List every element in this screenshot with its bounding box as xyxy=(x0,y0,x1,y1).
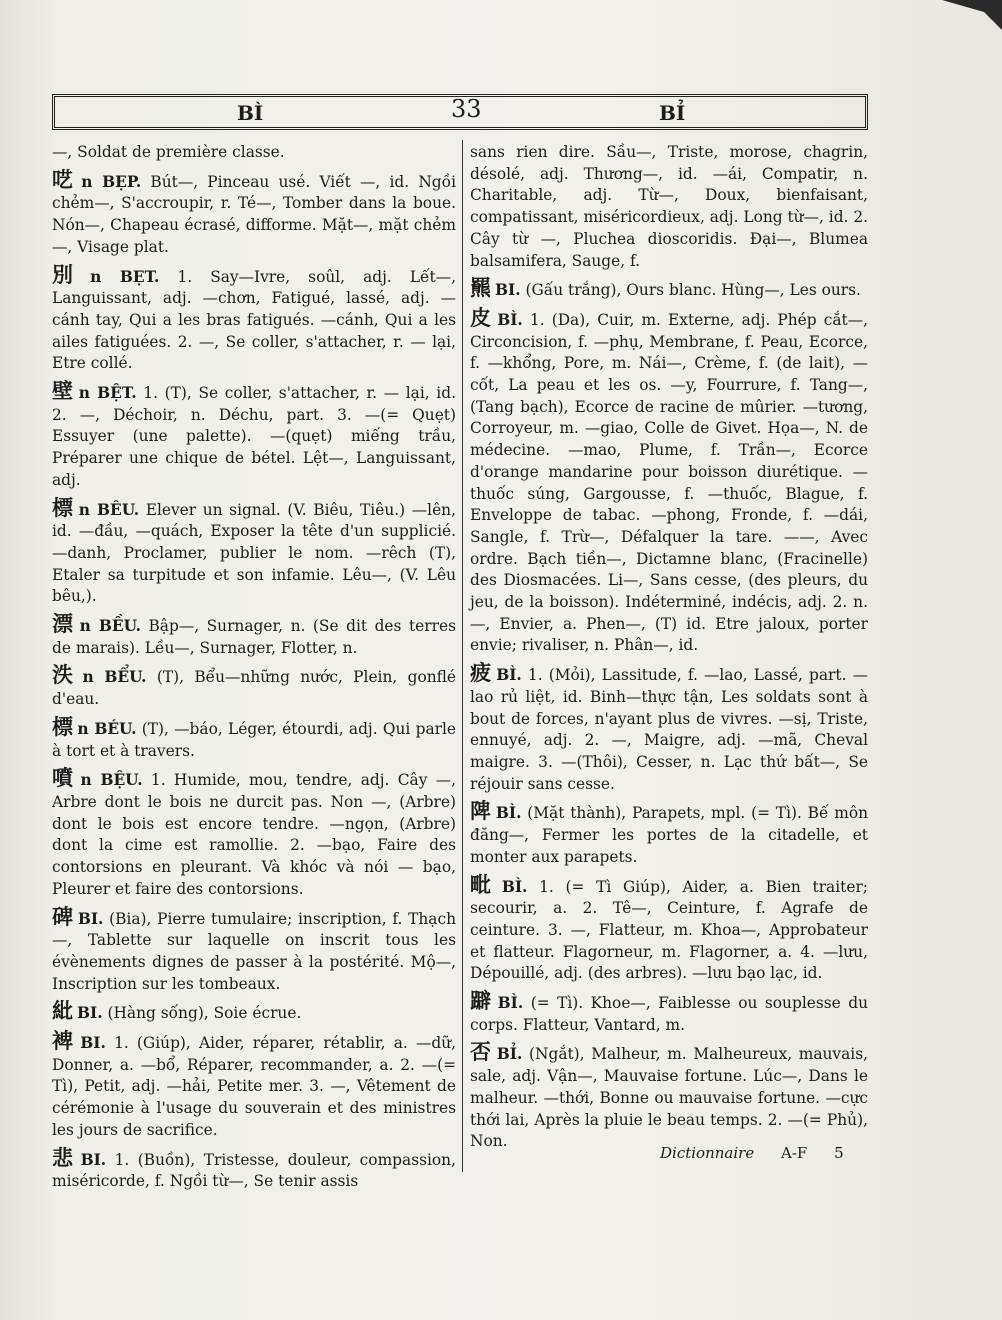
dictionary-entry xyxy=(470,871,868,986)
entry-headword: BI. xyxy=(77,1004,103,1023)
dictionary-entry xyxy=(470,142,868,272)
entry-headword: n BỀU. xyxy=(79,617,141,636)
entry-chinese-character: 皮 xyxy=(470,304,494,330)
entry-chinese-character: 羆 xyxy=(470,275,491,301)
entry-chinese-character: 悲 xyxy=(52,1144,77,1170)
entry-chinese-character: 疲 xyxy=(470,660,493,686)
dictionary-entry xyxy=(470,304,869,657)
right-column xyxy=(470,142,868,1158)
entry-chinese-character: 標 xyxy=(52,713,74,739)
dictionary-entry xyxy=(52,1030,456,1142)
entry-definition: (T), Bểu—những nước, Plein, gonflé d'eau. xyxy=(52,668,457,709)
entry-definition: 1. (Buồn), Tristesse, douleur, compassion, miséricorde, f. Ngồi từ—, Se tenir assis xyxy=(52,1150,456,1191)
dictionary-entry xyxy=(52,903,456,996)
entry-chinese-character: 標 xyxy=(52,494,75,520)
column-divider xyxy=(462,140,463,1172)
dictionary-entry xyxy=(52,664,456,710)
entry-definition: 1. (= Tì Giúp), Aider, a. Bien traiter; secourir, a. 2. Tê—, Ceinture, f. Agrafe de ceinture. 3. —, Flatteur, m. Khoa—, Approbateur et flatteur. Flagorneur, m. Flagorner, a. 4. —lưu, Dépouillé, adj. (des arbres). —lưu bạo lạc, id. xyxy=(470,877,868,983)
entry-chinese-character: 泆 xyxy=(52,662,79,688)
entry-chinese-character: 陴 xyxy=(470,798,492,824)
entry-headword: n BỆT. xyxy=(78,384,137,403)
entry-headword: n BÊU. xyxy=(78,500,140,519)
entry-definition: 1. Humide, mou, tendre, adj. Cây —, Arbre dont le bois ne durcit pas. Non —, (Arbre) dont le bois est encore tendre. —ngọn, (Arbre) dont la cime est ramollie. 2. —bạo, Faire des contorsions en pleurant. Và khóc và nói — bạo, Pleurer et faire des contorsions. xyxy=(52,771,457,898)
entry-headword: BÌ. xyxy=(497,310,523,329)
entry-headword: BÌ. xyxy=(497,994,524,1013)
entry-headword: n BỆU. xyxy=(80,771,143,790)
left-column xyxy=(52,142,456,1198)
dictionary-entry xyxy=(52,261,456,376)
entry-definition: 1. (Da), Cuir, m. Externe, adj. Phép cắt—, Circoncision, f. —phụ, Membrane, f. Peau, Ecorce, f. —khổng, Pore, m. Nái—, Crème, f. (de lait), —cốt, La peau et les os. —y, Fourrure, f. Tang—, (Tang bạch), Ecorce de racine de mûrier. —tương, Corroyeur, m. —giao, Colle de Givet. Họa—, N. de médecine. —mao, Plume, f. Trần—, Ecorce d'orange mandarine pour boisson diurétique. —thuốc súng, Gargousse, f. —thuốc, Blague, f. Enveloppe de tabac. —phong, Fronde, f. —dái, Sangle, f. Trừ—, Défalquer la tare. ——, Avec ordre. Bạch tiền—, Dictamne blanc, (Fracinelle) des Diosmacées. Li—, Sans cesse, (des pleurs, du jeu, de la boisson). Indéterminé, indécis, adj. 2. n. —, Envier, a. Phen—, (T) id. Etre jaloux, porter envie; rivaliser, n. Phân—, id. xyxy=(470,310,869,655)
entry-definition: (Gấu trắng), Ours blanc. Hùng—, Les ours. xyxy=(525,281,861,300)
entry-chinese-character: 否 xyxy=(470,1039,493,1065)
page-number: 33 xyxy=(451,95,482,123)
entry-definition: Bút—, Pinceau usé. Viết —, id. Ngồi chẻm—, S'accroupir, r. Té—, Tomber dans la boue. Nón—, Chapeau écrasé, difforme. Mặt—, mặt chẻm—, Visage plat. xyxy=(52,172,456,256)
entry-chinese-character: 毗 xyxy=(470,871,498,897)
running-header xyxy=(52,94,868,130)
dictionary-entry xyxy=(52,494,456,609)
entry-definition: (Ngắt), Malheur, m. Malheureux, mauvais, sale, adj. Vận—, Mauvaise fortune. Lúc—, Dans le malheur. —thới, Bonne ou mauvaise fortune. —cực thới lai, Après la pluie le beau temps. 2. —(= Phủ), Non. xyxy=(470,1045,868,1151)
footer-title: Dictionnaire xyxy=(660,1144,755,1162)
footer-sheet-number: 5 xyxy=(834,1144,844,1162)
entry-headword: BÌ. xyxy=(501,877,528,896)
entry-definition: (= Tì). Khoe—, Faiblesse ou souplesse du corps. Flatteur, Vantard, m. xyxy=(470,994,869,1034)
footer-signature xyxy=(660,1144,844,1162)
entry-chinese-character: 別 xyxy=(52,261,87,287)
dictionary-entry xyxy=(52,166,456,259)
dictionary-entry xyxy=(470,990,868,1036)
book-cover-corner xyxy=(942,0,1002,30)
dictionary-entry xyxy=(470,800,868,868)
entry-definition: Bập—, Surnager, n. (Se dit des terres de marais). Lều—, Surnager, Flotter, n. xyxy=(52,617,456,657)
entry-headword: BỈ. xyxy=(496,1045,523,1064)
entry-headword: BÌ. xyxy=(496,666,522,685)
header-right-word: BỈ xyxy=(659,101,686,125)
dictionary-entry xyxy=(52,613,456,659)
dictionary-entry xyxy=(52,767,456,900)
entry-definition: sans rien dire. Sầu—, Triste, morose, chagrin, désolé, adj. Thương—, id. —ái, Compatir, n. Charitable, adj. Từ—, Doux, bienfaisant, compatissant, miséricordieux, adj. Long từ—, id. 2. Cây từ —, Pluchea dioscoridis. Đại—, Blumea balsamifera, Sauge, f. xyxy=(470,143,869,270)
dictionary-entry xyxy=(52,1144,456,1193)
entry-definition: 1. (Mỏi), Lassitude, f. —lao, Lassé, part. —lao rủ liệt, id. Binh—thực tận, Les soldats sont à bout de forces, n'ayant plus de vivres. —sị, Triste, ennuyé, adj. 2. —, Maigre, adj. —mã, Cheval maigre. 3. —(Thôi), Cesser, n. Lạc thứ bất—, Se réjouir sans cesse. xyxy=(470,666,868,793)
entry-chinese-character: 漂 xyxy=(52,611,76,637)
entry-headword: BI. xyxy=(495,281,521,300)
entry-headword: BÌ. xyxy=(495,804,522,823)
dictionary-entry xyxy=(470,277,868,302)
entry-headword: n BỂU. xyxy=(82,668,147,687)
entry-headword: n BẸT. xyxy=(90,267,160,286)
entry-chinese-character: 躃 xyxy=(470,988,494,1014)
entry-definition: (Mặt thành), Parapets, mpl. (= Tì). Bế môn đăng—, Fermer les portes de la citadelle, et monter aux parapets. xyxy=(470,804,869,866)
entry-definition: 1. Say—Ivre, soûl, adj. Lết—, Languissant, adj. —chơn, Fatigué, lassé, adj. —cánh tay, Qui a les bras fatigués. —cánh, Qui a les ailes fatiguées. 2. —, Se coller, s'attacher, r. — lại, Etre collé. xyxy=(52,267,456,373)
dictionary-entry xyxy=(470,1041,868,1153)
dictionary-entry xyxy=(52,713,457,762)
dictionary-entry xyxy=(470,662,868,795)
entry-chinese-character: 裨 xyxy=(52,1028,77,1054)
header-left-word: BÌ xyxy=(237,101,264,125)
footer-range: A-F xyxy=(780,1144,808,1162)
entry-definition: 1. (Giúp), Aider, réparer, rétablir, a. —dữ, Donner, a. —bổ, Réparer, recommander, a. 2. —(= Tì), Petit, adj. —hải, Petite mer. 3. —, Vêtement de cérémonie à l'usage du souverain et des ministres les jours de sacrifice. xyxy=(52,1034,456,1139)
entry-chinese-character: 紕 xyxy=(52,998,73,1024)
entry-headword: BI. xyxy=(77,909,104,928)
entry-chinese-character: 噴 xyxy=(52,765,77,791)
entry-definition: (Bia), Pierre tumulaire; inscription, f. Thạch —, Tablette sur laquelle on inscrit tous les évènements dignes de passer à la postérité. Mộ—, Inscription sur les tombeaux. xyxy=(52,909,456,993)
entry-definition: (Hàng sống), Soie écrue. xyxy=(107,1004,302,1023)
dictionary-entry xyxy=(52,380,456,492)
entry-definition: 1. (T), Se coller, s'attacher, r. — lại, id. 2. —, Déchoir, n. Déchu, part. 3. —(= Quẹt) Essuyer (une palette). —(quẹt) miếng trầu, Préparer une chique de bétel. Lệt—, Languissant, adj. xyxy=(52,384,456,489)
entry-definition: Elever un signal. (V. Biêu, Tiêu.) —lên, id. —đầu, —quách, Exposer la tête d'un supplicié. —danh, Proclamer, publier le nom. —rêch (T), Etaler sa turpitude et son infamie. Lêu—, (V. Lêu bêu,). xyxy=(52,500,456,606)
entry-headword: n BÉU. xyxy=(77,719,137,738)
entry-headword: n BẸP. xyxy=(81,172,142,191)
entry-headword: BI. xyxy=(80,1034,106,1053)
dictionary-entry xyxy=(52,1000,456,1025)
entry-definition: (T), —báo, Léger, étourdi, adj. Qui parle à tort et à travers. xyxy=(52,719,457,760)
dictionary-entry xyxy=(52,142,456,164)
entry-chinese-character: 碑 xyxy=(52,903,74,929)
entry-definition: —, Soldat de première classe. xyxy=(52,143,285,161)
entry-chinese-character: 呓 xyxy=(52,166,78,192)
entry-chinese-character: 壁 xyxy=(52,378,75,404)
entry-headword: BI. xyxy=(80,1150,107,1169)
